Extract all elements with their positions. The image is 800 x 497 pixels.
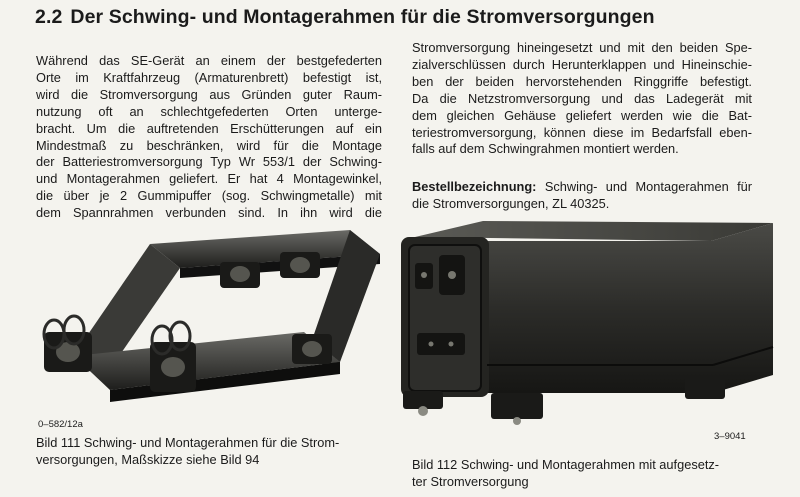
text-line: Mindestmaß zu beschränken, wird für die Montage: [36, 137, 382, 153]
figure-code: 3–9041: [714, 431, 746, 442]
caption-line: versorgungen, Maßskizze siehe Bild 94: [36, 452, 260, 467]
mounting-frame-photo: [30, 222, 385, 417]
figure-caption: [412, 456, 719, 490]
text-line: dem gleichen Gehäuse geliefert werden wie die Bat-: [412, 107, 752, 123]
section-title: [35, 6, 655, 29]
section-number: 2.2: [35, 6, 63, 28]
order-text: die Stromversorgungen, ZL 40325.: [412, 195, 610, 211]
text-line: teriestromversorgung, können diese im Bedarfsfall eben-: [412, 124, 752, 140]
order-label: Bestellbezeichnung:: [412, 179, 537, 194]
caption-line: Bild 112 Schwing- und Montagerahmen mit aufgesetz-: [412, 457, 720, 472]
caption-line: ter Stromversorgung: [412, 474, 529, 489]
text-line: wird die Stromversorgung aus Gründen guter Raum-: [36, 86, 382, 102]
right-paragraph: [412, 40, 752, 158]
left-paragraph: [36, 53, 382, 222]
text-line: nutzung oft an schlechtgefederten Orten unterge-: [36, 103, 382, 119]
text-line: bracht. Um die auftretenden Erschütterungen auf ein: [36, 120, 382, 136]
section-heading: Der Schwing- und Montagerahmen für die Stromversorgungen: [70, 6, 655, 28]
order-designation: [412, 179, 752, 213]
text-line: Stromversorgung hineingesetzt und mit den beiden Spe-: [412, 40, 752, 55]
text-line: und Montagerahmen geliefert. Er hat 4 Montagewinkel,: [36, 171, 382, 187]
order-text: Schwing- und Montagerahmen für: [544, 179, 752, 194]
figure-code: 0–582/12a: [38, 419, 83, 430]
figure-caption: [36, 434, 339, 468]
text-line: falls auf dem Schwingrahmen montiert werden.: [412, 141, 679, 157]
text-line: der Batteriestromversorgung Typ Wr 553/1 der Schwing-: [36, 154, 382, 170]
text-line: dem Spannrahmen verbunden sind. In ihn wird die: [36, 205, 382, 221]
text-line: die über je 2 Gummipuffer (sog. Schwingmetalle) mit: [36, 188, 382, 204]
text-line: Da die Netzstromversorgung und das Ladegerät mit: [412, 90, 752, 106]
caption-line: Bild 111 Schwing- und Montagerahmen für die Strom-: [36, 435, 340, 450]
text-line: ben der beiden hervorstehenden Ringgriffe befestigt.: [412, 73, 752, 89]
text-line: zialverschlüssen durch Herunterklappen und Hineinschie-: [412, 56, 752, 72]
power-supply-photo: [395, 215, 775, 427]
text-line: Orte im Kraftfahrzeug (Armaturenbrett) befestigt ist,: [36, 69, 382, 85]
text-line: Während das SE-Gerät an einem der bestgefederten: [36, 53, 382, 68]
